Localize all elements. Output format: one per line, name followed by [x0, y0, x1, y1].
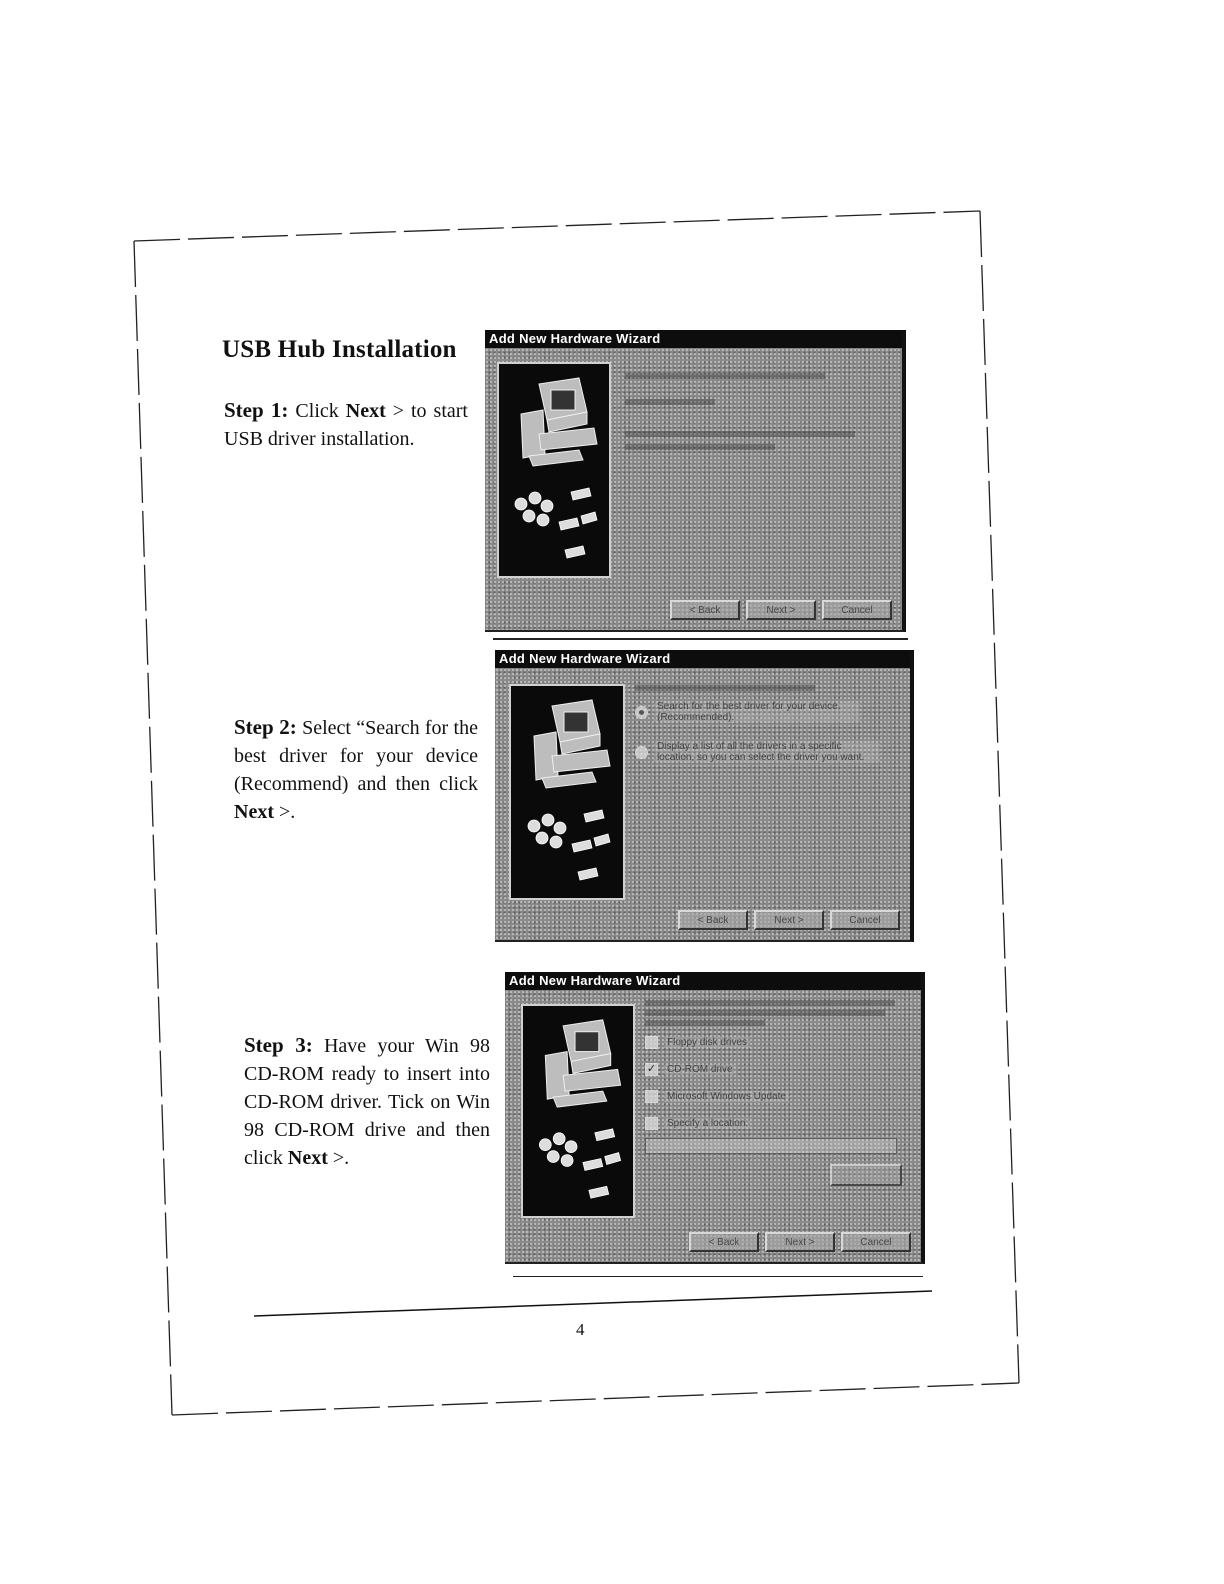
- wizard-text-area: [625, 366, 875, 457]
- step-text: Have your Win 98 CD-ROM ready to insert into CD-ROM driver. Tick on Win 98 CD-ROM drive and then click: [244, 1035, 490, 1169]
- step-text: >.: [273, 801, 296, 823]
- back-button[interactable]: < Back: [689, 1232, 759, 1252]
- search-best-driver-option[interactable]: [635, 701, 895, 723]
- next-keyword: Next: [345, 400, 386, 422]
- location-dropdown[interactable]: [645, 1138, 897, 1154]
- wizard-text-area: [635, 678, 895, 767]
- step-text: > to start USB driver installation.: [224, 400, 468, 450]
- option-label: Specify a location:: [664, 1118, 751, 1129]
- divider: [493, 638, 908, 640]
- option-label: Display a list of all the drivers in a specific location, so you can select the driver you want.: [654, 741, 880, 763]
- wizard-titlebar: Add New Hardware Wizard: [505, 972, 921, 990]
- wizard-button-row: [689, 1232, 911, 1252]
- next-button[interactable]: Next >: [765, 1232, 835, 1252]
- divider: [513, 1276, 923, 1277]
- radio-button[interactable]: [635, 746, 648, 759]
- option-label: Microsoft Windows Update: [664, 1091, 789, 1102]
- option-label: Floppy disk drives: [664, 1037, 750, 1048]
- step-text: >.: [327, 1147, 350, 1169]
- step-label: Step 1:: [224, 398, 289, 422]
- cancel-button[interactable]: Cancel: [822, 600, 892, 620]
- step-3-text: [244, 1031, 490, 1172]
- checkbox[interactable]: [645, 1117, 658, 1130]
- step-label: Step 2:: [234, 715, 297, 739]
- wizard-body: [505, 990, 921, 1262]
- wizard-button-row: [678, 910, 900, 930]
- computer-icon: [523, 1006, 633, 1216]
- next-keyword: Next: [287, 1147, 328, 1169]
- step-text: Click: [288, 400, 346, 422]
- option-label: CD-ROM drive: [664, 1064, 736, 1075]
- cancel-button[interactable]: Cancel: [841, 1232, 911, 1252]
- wizard-screenshot-2: [495, 650, 914, 942]
- cancel-button[interactable]: Cancel: [830, 910, 900, 930]
- wizard-titlebar: Add New Hardware Wizard: [485, 330, 902, 348]
- step-2-text: [234, 713, 478, 826]
- step-text: Select “Search for the best driver for your device (Recommend) and then click: [234, 717, 478, 795]
- hardware-illustration: [497, 362, 611, 578]
- wizard-screenshot-3: [505, 972, 925, 1264]
- page-number: 4: [576, 1320, 585, 1339]
- next-keyword: Next: [234, 801, 274, 823]
- specify-location-option[interactable]: [645, 1117, 907, 1130]
- wizard-screenshot-1: [485, 330, 906, 632]
- checkbox[interactable]: [645, 1090, 658, 1103]
- step-label: Step 3:: [244, 1033, 313, 1057]
- hardware-illustration: [521, 1004, 635, 1218]
- floppy-disk-option[interactable]: [645, 1036, 907, 1049]
- back-button[interactable]: < Back: [670, 600, 740, 620]
- checkbox[interactable]: [645, 1036, 658, 1049]
- hardware-illustration: [509, 684, 625, 900]
- page-title: USB Hub Installation: [222, 336, 457, 363]
- option-label: Search for the best driver for your device. (Recommended).: [654, 701, 860, 723]
- step-1-text: [224, 396, 468, 453]
- cd-rom-option[interactable]: [645, 1063, 907, 1076]
- browse-button[interactable]: [830, 1164, 902, 1186]
- next-button[interactable]: Next >: [754, 910, 824, 930]
- computer-icon: [511, 686, 623, 898]
- wizard-text-area: [645, 996, 907, 1186]
- wizard-button-row: [670, 600, 892, 620]
- display-driver-list-option[interactable]: [635, 741, 895, 763]
- wizard-body: [495, 668, 910, 940]
- radio-button-selected[interactable]: [635, 706, 648, 719]
- wizard-titlebar: Add New Hardware Wizard: [495, 650, 910, 668]
- next-button[interactable]: Next >: [746, 600, 816, 620]
- computer-icon: [499, 364, 609, 576]
- windows-update-option[interactable]: [645, 1090, 907, 1103]
- checkbox-checked[interactable]: ✓: [646, 1063, 657, 1075]
- back-button[interactable]: < Back: [678, 910, 748, 930]
- wizard-body: [485, 348, 902, 630]
